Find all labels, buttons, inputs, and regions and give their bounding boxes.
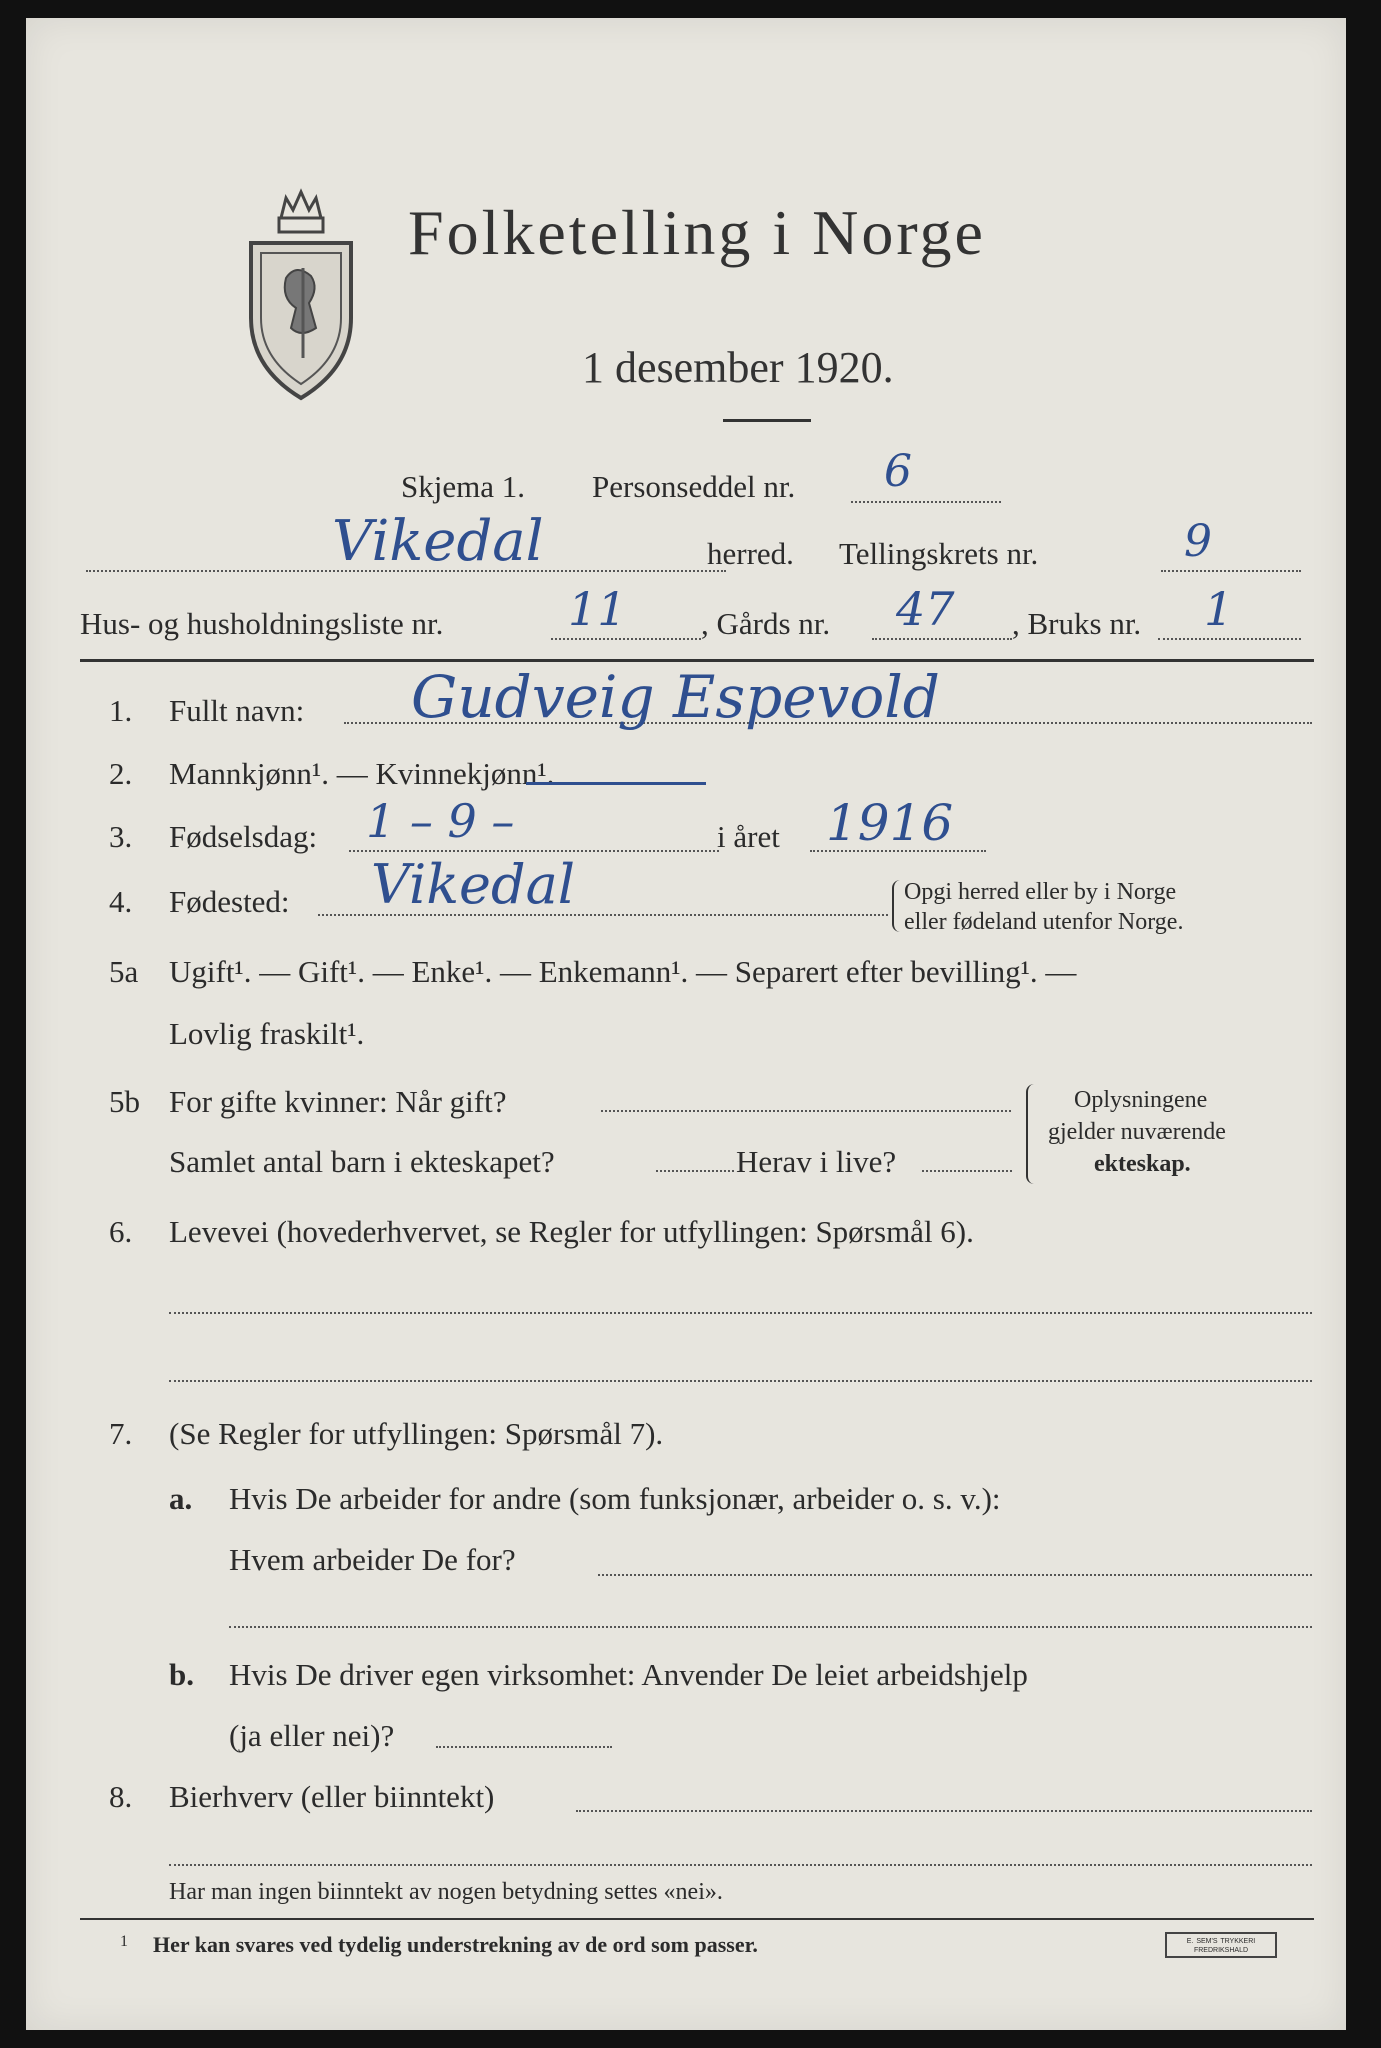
q3-number: 3.: [109, 819, 133, 854]
q7-number: 7.: [109, 1416, 133, 1451]
coat-of-arms-icon: [241, 188, 361, 403]
tellingskrets-line: [1161, 570, 1301, 572]
q7a-line-2: [229, 1626, 1312, 1628]
husliste-line: [551, 638, 701, 640]
q7b-label: Hvis De driver egen virksomhet: Anvender De leiet arbeidshjelp: [229, 1657, 1028, 1692]
gards-label: , Gårds nr.: [701, 606, 831, 641]
q5b-note-2: gjelder nuværende: [1048, 1119, 1226, 1145]
q1-label: Fullt navn:: [169, 693, 305, 728]
q8-note: Har man ingen biinntekt av nogen betydning settes «nei».: [169, 1879, 723, 1905]
tellingskrets-label: Tellingskrets nr.: [839, 536, 1039, 571]
gards-line: [872, 638, 1012, 640]
q7b-letter: b.: [169, 1657, 194, 1692]
q6-line-1: [169, 1312, 1312, 1314]
q3-label: Fødselsdag:: [169, 819, 318, 854]
form-date: 1 desember 1920.: [582, 343, 894, 392]
census-form-paper: [26, 18, 1346, 2030]
footnote-mark: 1: [120, 1933, 128, 1950]
q7b-line: [436, 1746, 612, 1748]
q2-underline-mark: [526, 782, 706, 785]
q7b-label-2: (ja eller nei)?: [229, 1718, 395, 1753]
herred-label: herred.: [707, 536, 794, 571]
bruks-value: 1: [1204, 582, 1234, 636]
q5b-note-3: ekteskap.: [1094, 1151, 1191, 1177]
q3-value: 1 – 9 –: [366, 794, 515, 848]
q5b-brace: [1026, 1084, 1038, 1184]
personseddel-line: [851, 501, 1001, 503]
tellingskrets-value: 9: [1184, 516, 1212, 567]
q2-number: 2.: [109, 756, 133, 791]
q5b-label: For gifte kvinner: Når gift?: [169, 1084, 507, 1119]
q8-label: Bierhverv (eller biinntekt): [169, 1779, 495, 1814]
printer-stamp: [1165, 1932, 1277, 1958]
bruks-line: [1158, 638, 1301, 640]
q1-number: 1.: [109, 693, 133, 728]
q5b-label-2: Samlet antal barn i ekteskapet?: [169, 1144, 555, 1179]
q4-brace: [892, 880, 902, 932]
q7a-label-2: Hvem arbeider De for?: [229, 1542, 516, 1577]
q8-line-1: [576, 1810, 1312, 1812]
form-title: Folketelling i Norge: [408, 197, 986, 268]
q6-number: 6.: [109, 1214, 133, 1249]
q4-note-1: Opgi herred eller by i Norge: [904, 879, 1177, 905]
schema-label: Skjema 1.: [401, 469, 525, 504]
q3-year-label: i året: [717, 819, 780, 854]
q8-line-2: [169, 1864, 1312, 1866]
q7a-label: Hvis De arbeider for andre (som funksjonær, arbeider o. s. v.):: [229, 1481, 1001, 1516]
herred-value: Vikedal: [332, 509, 544, 574]
q5a-number: 5a: [109, 954, 139, 989]
q5a-label: Ugift¹. — Gift¹. — Enke¹. — Enkemann¹. — Separert efter bevilling¹. —: [169, 954, 1077, 989]
q5b-label-3: Herav i live?: [736, 1144, 897, 1179]
q5b-children-line: [656, 1170, 734, 1172]
q4-value: Vikedal: [371, 853, 576, 916]
q7a-line-1: [598, 1574, 1312, 1576]
husliste-label: Hus- og husholdningsliste nr.: [80, 606, 444, 641]
bruks-label: , Bruks nr.: [1012, 606, 1142, 641]
title-divider: [723, 419, 811, 422]
q3-line: [349, 850, 719, 852]
q7a-letter: a.: [169, 1481, 193, 1516]
q4-label: Fødested:: [169, 884, 290, 919]
q6-label: Levevei (hovederhvervet, se Regler for utfyllingen: Spørsmål 6).: [169, 1214, 974, 1249]
husliste-value: 11: [568, 582, 627, 636]
q4-note-2: eller fødeland utenfor Norge.: [904, 909, 1184, 935]
q8-number: 8.: [109, 1779, 133, 1814]
q5b-married-line: [601, 1110, 1011, 1112]
q4-number: 4.: [109, 884, 133, 919]
personseddel-label: Personseddel nr.: [592, 469, 796, 504]
q2-label: Mannkjønn¹. — Kvinnekjønn¹.: [169, 756, 555, 791]
q5b-alive-line: [922, 1170, 1012, 1172]
q3-year-value: 1916: [826, 794, 954, 852]
gards-value: 47: [896, 582, 955, 636]
q7-label: (Se Regler for utfyllingen: Spørsmål 7).: [169, 1416, 664, 1451]
footnote-rule: [80, 1918, 1314, 1920]
personseddel-value: 6: [884, 446, 912, 497]
footnote-text: Her kan svares ved tydelig understrekning av de ord som passer.: [153, 1932, 758, 1957]
q5b-number: 5b: [109, 1084, 140, 1119]
q6-line-2: [169, 1380, 1312, 1382]
q1-value: Gudveig Espevold: [411, 663, 940, 731]
q5b-note-1: Oplysningene: [1074, 1087, 1208, 1113]
printer-stamp-text: E. SEM'S TRYKKERI FREDRIKSHALD: [1186, 1938, 1256, 1954]
q5a-label-2: Lovlig fraskilt¹.: [169, 1016, 365, 1051]
header-rule: [80, 659, 1314, 662]
